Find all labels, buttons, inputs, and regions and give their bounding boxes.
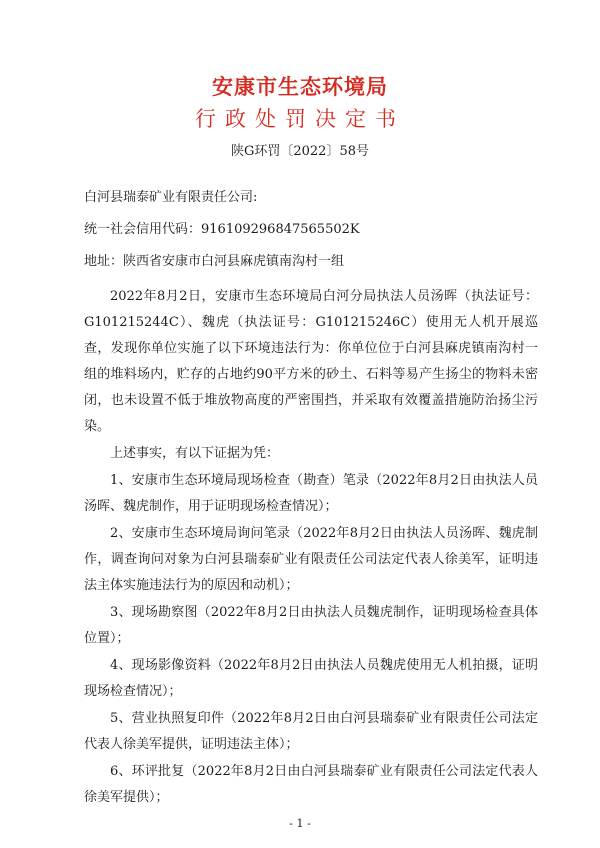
document-number: 陕G环罚〔2022〕58号 xyxy=(230,144,369,159)
agency-name: 安康市生态环境局 xyxy=(212,75,388,99)
violation-paragraph: 2022年8月2日，安康市生态环境局白河分局执法人员汤晖（执法证号：G101215244C）、魏虎（执法证号：G101215246C）使用无人机开展巡查，发现你单位实施了以下环境违法行为：你单位位于白河县麻虎镇南沟村一组的堆料场内，贮存的占地约90平方米的砂土、石料等易产生扬尘的物料未密闭，也未设置不低于堆放物高度的严密围挡，并采取有效覆盖措施防治扬尘污染。 xyxy=(84,289,538,434)
evidence-intro: 上述事实，有以下证据为凭： xyxy=(110,446,280,461)
evidence-item: 2、安康市生态环境局询问笔录（2022年8月2日由执法人员汤晖、魏虎制作，调查询问对象为白河县瑞泰矿业有限责任公司法定代表人徐美军，证明违法主体实施违法行为的原因和动机）； xyxy=(84,526,538,593)
recipient-address: 地址：陕西省安康市白河县麻虎镇南沟村一组 xyxy=(84,254,345,269)
evidence-item: 5、营业执照复印件（2022年8月2日由白河县瑞泰矿业有限责任公司法定代表人徐美军提供，证明违法主体）； xyxy=(84,711,538,752)
document-body xyxy=(84,188,538,812)
recipient-name: 白河县瑞泰矿业有限责任公司: xyxy=(84,190,258,205)
page-number: - 1 - xyxy=(289,817,311,830)
credit-code: 统一社会信用代码：916109296847565502K xyxy=(84,222,360,237)
document-title: 行政处罚决定书 xyxy=(195,107,405,131)
evidence-item: 1、安康市生态环境局现场检查（勘查）笔录（2022年8月2日由执法人员汤晖、魏虎制作，用于证明现场检查情况）； xyxy=(84,473,538,514)
document-header xyxy=(0,74,600,160)
evidence-item: 3、现场勘察图（2022年8月2日由执法人员魏虎制作，证明现场检查具体位置）； xyxy=(84,605,538,646)
evidence-item: 6、环评批复（2022年8月2日由白河县瑞泰矿业有限责任公司法定代表人徐美军提供）； xyxy=(84,764,538,805)
evidence-item: 4、现场影像资料（2022年8月2日由执法人员魏虎使用无人机拍摄，证明现场检查情况）； xyxy=(84,658,538,699)
